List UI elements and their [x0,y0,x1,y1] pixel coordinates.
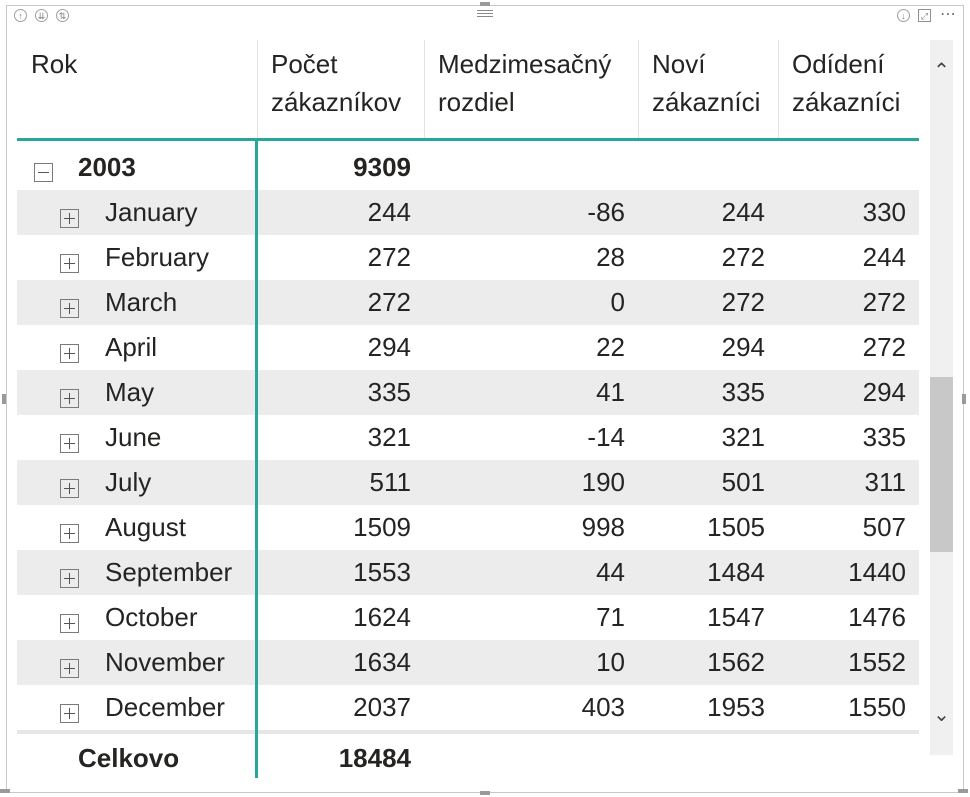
customer-count-cell: 294 [367,332,411,362]
drill-mode-icon[interactable]: ↓ [897,9,910,22]
month-label: September [105,557,233,587]
resize-handle-corner-bl[interactable] [0,789,10,793]
lost-customers-cell: 507 [862,512,906,542]
new-customers-cell: 1562 [707,647,765,677]
drag-grip-icon[interactable] [477,10,493,18]
table-row [17,280,919,325]
expand-icon[interactable] [60,434,79,453]
lost-customers-cell: 1476 [848,602,906,632]
expand-icon[interactable] [60,479,79,498]
lost-customers-cell: 244 [862,242,906,272]
new-customers-cell: 1484 [707,557,765,587]
row-header-divider [255,140,258,778]
total-row [17,736,919,781]
header-rok[interactable]: Rok [31,49,78,79]
new-customers-cell: 244 [721,197,765,227]
new-customers-cell: 272 [721,287,765,317]
customer-count-cell: 321 [367,422,411,452]
resize-handle-top[interactable] [480,2,490,6]
expand-icon[interactable] [60,614,79,633]
header-novi-zakaznici[interactable]: Noví zákazníci [652,49,761,117]
table-row [17,595,919,640]
month-label: October [105,602,198,632]
more-options-icon[interactable]: ⋯ [940,6,956,23]
lost-customers-cell: 1550 [848,692,906,722]
month-label: January [105,197,198,227]
new-customers-cell: 294 [721,332,765,362]
header-divider [424,40,425,140]
lost-customers-cell: 1440 [848,557,906,587]
month-diff-cell: 0 [610,287,625,317]
resize-handle-bottom[interactable] [480,791,490,795]
customer-count-cell: 272 [367,287,411,317]
month-label: November [105,647,225,677]
lost-customers-cell: 330 [862,197,906,227]
lost-customers-cell: 1552 [848,647,906,677]
lost-customers-cell: 272 [862,332,906,362]
year-row [17,145,919,190]
expand-icon[interactable] [60,209,79,228]
lost-customers-cell: 272 [862,287,906,317]
scroll-down-icon[interactable]: ⌄ [933,704,950,726]
lost-customers-cell: 294 [862,377,906,407]
table-row [17,190,919,235]
resize-handle-corner-br[interactable] [958,789,968,793]
month-label: December [105,692,225,722]
customer-count-cell: 1634 [353,647,411,677]
month-diff-cell: 71 [596,602,625,632]
table-row [17,415,919,460]
expand-icon[interactable] [60,254,79,273]
header-divider [257,40,258,140]
scrollbar-thumb[interactable] [930,377,953,552]
resize-handle-right[interactable] [962,394,966,404]
month-diff-cell: 403 [581,692,625,722]
month-diff-cell: 22 [596,332,625,362]
month-label: July [105,467,152,497]
table-row [17,640,919,685]
new-customers-cell: 272 [721,242,765,272]
expand-icon[interactable] [60,704,79,723]
month-diff-cell: 190 [581,467,625,497]
focus-mode-icon[interactable]: ⤢ [918,9,931,22]
expand-icon[interactable] [60,299,79,318]
new-customers-cell: 1953 [707,692,765,722]
expand-icon[interactable] [60,569,79,588]
month-diff-cell: 41 [596,377,625,407]
table-row [17,460,919,505]
new-customers-cell: 335 [721,377,765,407]
month-label: February [105,242,210,272]
customer-count-cell: 1553 [353,557,411,587]
total-label: Celkovo [78,743,180,773]
customer-count-cell: 272 [367,242,411,272]
scroll-up-icon[interactable]: ⌃ [933,60,950,82]
header-odideni-zakaznici[interactable]: Odídení zákazníci [792,49,901,117]
expand-icon[interactable] [60,389,79,408]
new-customers-cell: 501 [721,467,765,497]
month-diff-cell: 28 [596,242,625,272]
collapse-icon[interactable] [34,163,53,182]
customer-count-cell: 1624 [353,602,411,632]
new-customers-cell: 1547 [707,602,765,632]
header-medzimesacny-rozdiel[interactable]: Medzimesačný rozdiel [438,49,612,117]
month-label: April [105,332,158,362]
header-divider [778,40,779,140]
header-pocet-zakaznikov[interactable]: Počet zákazníkov [271,49,402,117]
header-divider [638,40,639,140]
year-count: 9309 [353,152,411,182]
year-label: 2003 [78,152,136,182]
new-customers-cell: 1505 [707,512,765,542]
resize-handle-left[interactable] [2,394,6,404]
lost-customers-cell: 311 [864,467,906,497]
expand-icon[interactable] [60,659,79,678]
expand-hierarchy-icon[interactable]: ⇅ [56,9,69,22]
drill-up-icon[interactable]: ↑ [14,9,27,22]
lost-customers-cell: 335 [862,422,906,452]
customer-count-cell: 511 [369,467,411,497]
total-separator [17,730,919,734]
expand-icon[interactable] [60,344,79,363]
new-customers-cell: 321 [721,422,765,452]
table-row [17,685,919,730]
month-diff-cell: 44 [596,557,625,587]
customer-count-cell: 2037 [353,692,411,722]
month-diff-cell: -86 [587,197,625,227]
month-diff-cell: 998 [581,512,625,542]
table-row [17,550,919,595]
month-label: June [105,422,162,452]
table-row [17,235,919,280]
header-underline [17,138,919,141]
month-label: August [105,512,186,542]
customer-count-cell: 335 [367,377,411,407]
customer-count-cell: 244 [367,197,411,227]
drill-down-all-icon[interactable]: ⇊ [35,9,48,22]
month-label: March [105,287,178,317]
table-row [17,505,919,550]
month-diff-cell: -14 [587,422,625,452]
month-diff-cell: 10 [596,647,625,677]
month-label: May [105,377,155,407]
expand-icon[interactable] [60,524,79,543]
table-row [17,370,919,415]
customer-count-cell: 1509 [353,512,411,542]
total-count: 18484 [338,743,411,773]
table-row [17,325,919,370]
